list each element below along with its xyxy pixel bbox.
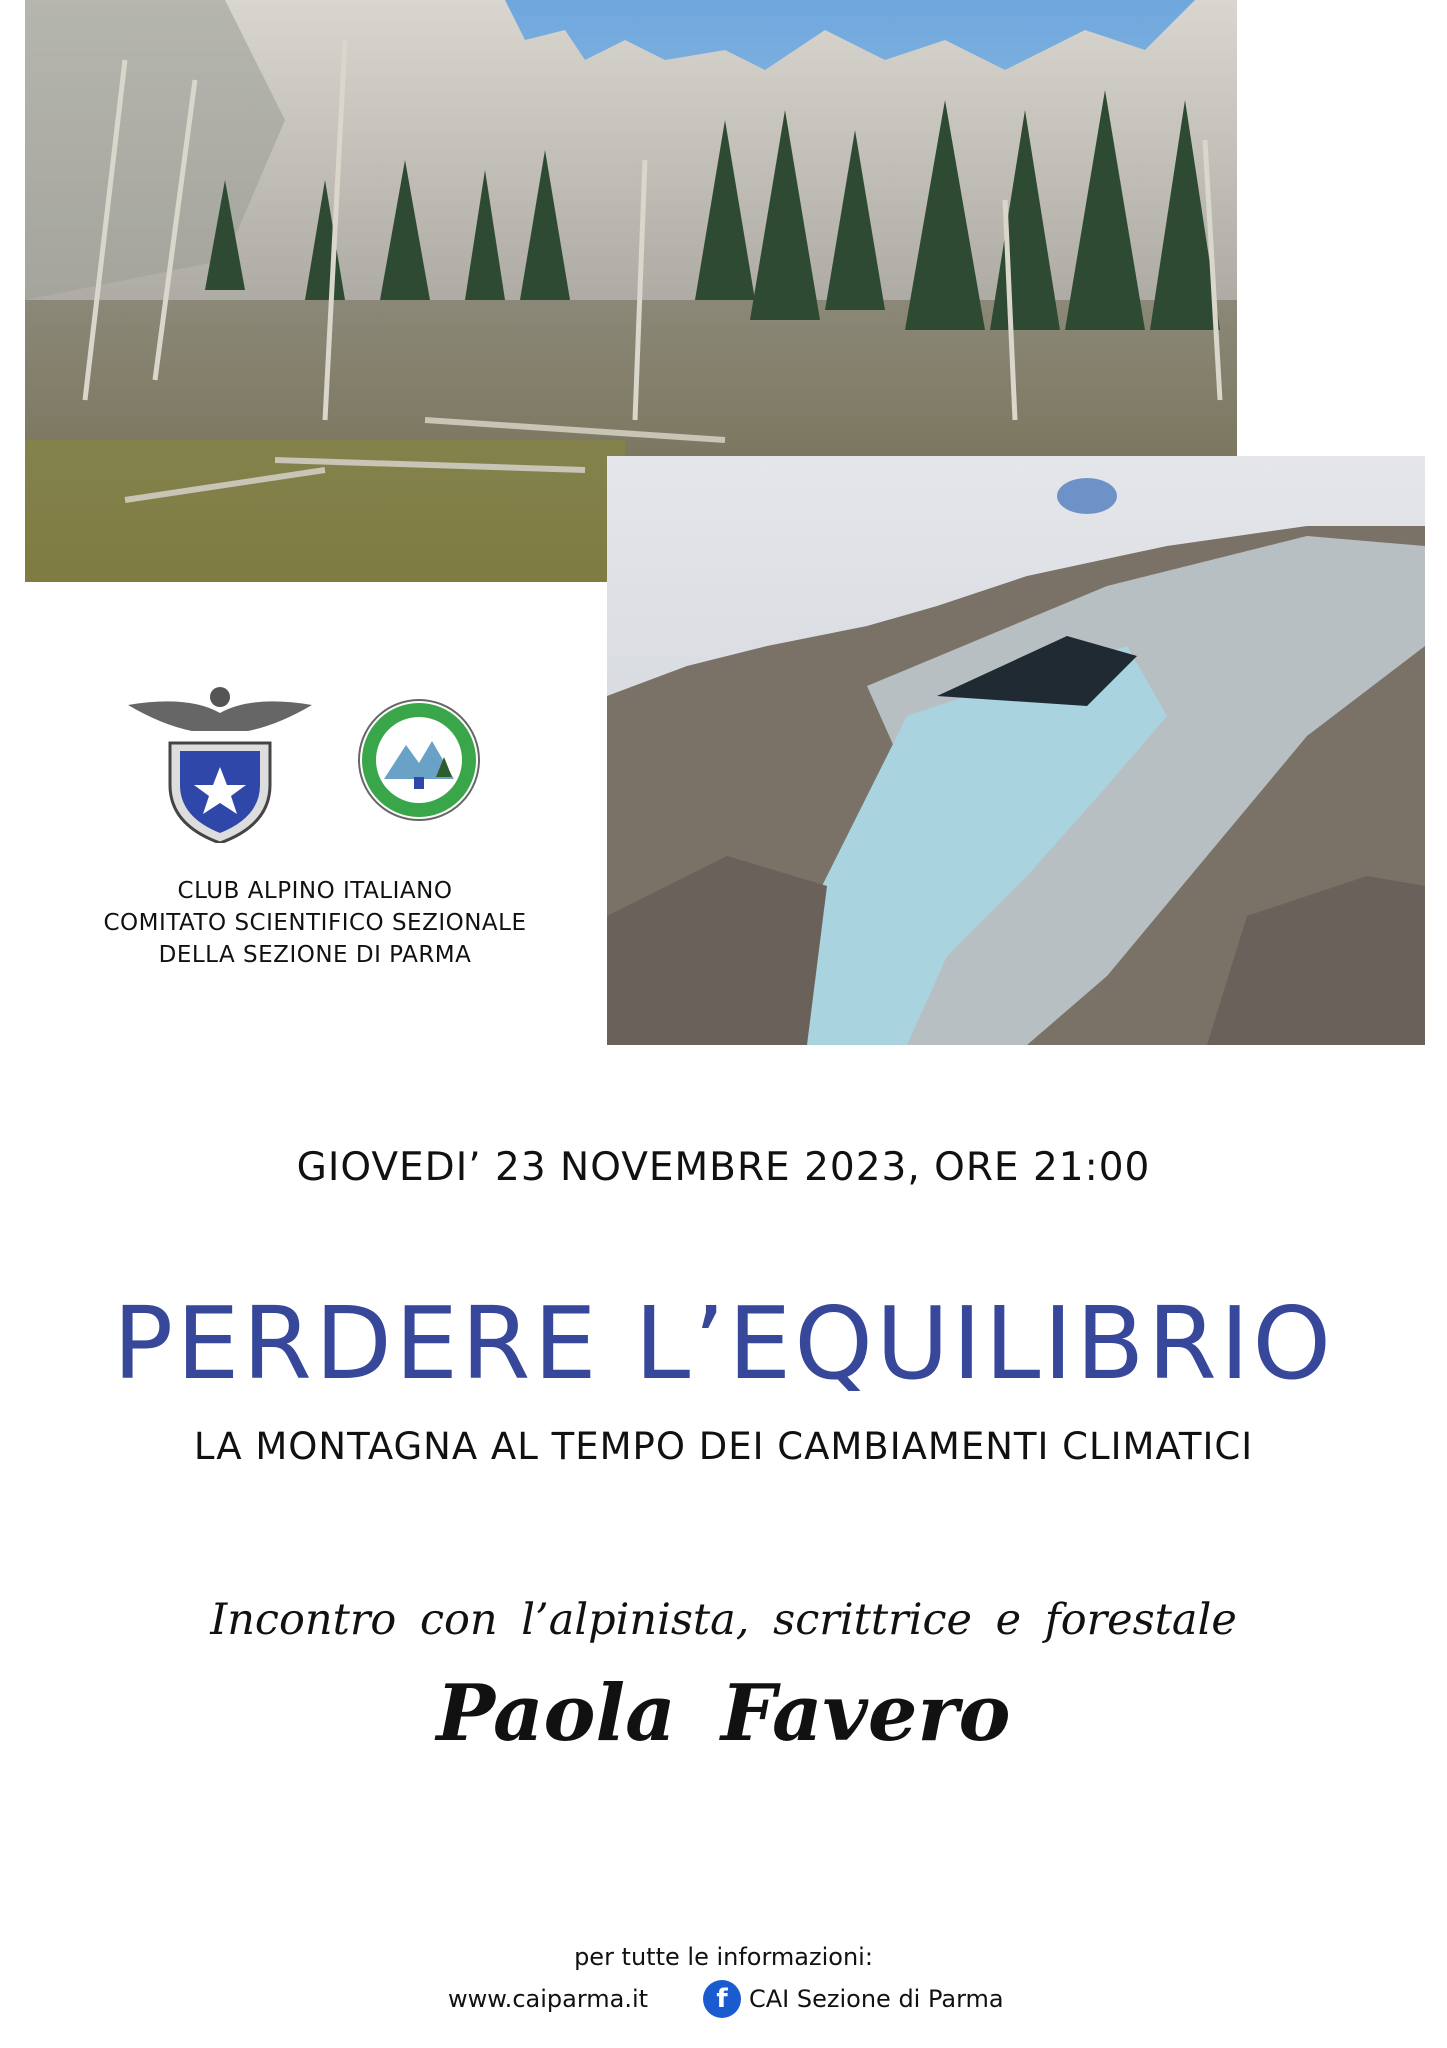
- speaker-intro: Incontro con l’alpinista, scrittrice e forestale: [210, 1595, 1237, 1645]
- event-title: PERDERE L’EQUILIBRIO: [112, 1285, 1335, 1402]
- website-link[interactable]: www.caiparma.it: [448, 1985, 649, 2013]
- facebook-link[interactable]: [703, 1980, 1004, 2018]
- comitato-scientifico-logo: [356, 697, 482, 823]
- speaker-name: Paola Favero: [436, 1668, 1011, 1759]
- organization-block: [60, 875, 570, 971]
- organization-line: DELLA SEZIONE DI PARMA: [158, 942, 472, 968]
- organization-line: CLUB ALPINO ITALIANO: [177, 878, 453, 904]
- glacier-photo: [607, 456, 1425, 1045]
- event-date: GIOVEDI’ 23 NOVEMBRE 2023, ORE 21:00: [296, 1145, 1151, 1190]
- event-subtitle: LA MONTAGNA AL TEMPO DEI CAMBIAMENTI CLIMATICI: [193, 1425, 1254, 1468]
- info-label: per tutte le informazioni:: [574, 1943, 873, 1971]
- organization-line: COMITATO SCIENTIFICO SEZIONALE: [103, 910, 527, 936]
- facebook-icon: f: [703, 1980, 741, 2018]
- cai-eagle-shield-logo: [128, 685, 312, 843]
- facebook-label: CAI Sezione di Parma: [749, 1985, 1004, 2013]
